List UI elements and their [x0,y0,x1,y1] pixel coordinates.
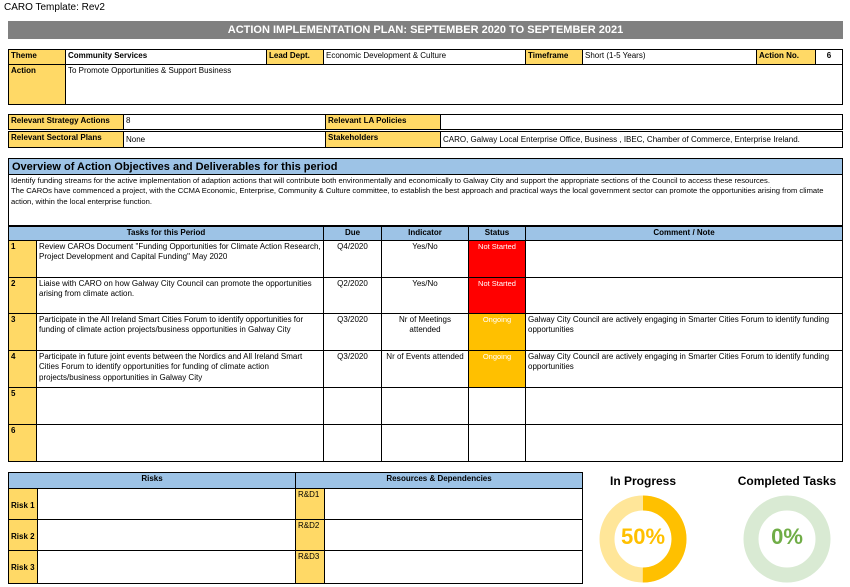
row-number: 3 [8,313,37,351]
row-number: 1 [8,240,37,278]
resource-value [324,488,583,520]
risk-label: Risk 1 [8,488,38,520]
risk-label: Risk 3 [8,550,38,584]
task-text: Liaise with CARO on how Galway City Council can promote the opportunities arising from climate action. [36,277,324,314]
comment-value [525,424,843,462]
status-badge [468,424,526,462]
overview-paragraph-2: The CAROs have commenced a project, with the CCMA Economic, Enterprise, Community & Culture committee, to establish the best approach and practical ways the local government sector can promote the opportunities arising from climate action, within the local enterprise function. [11,186,824,206]
theme-value: Community Services [65,49,267,65]
in-progress-title: In Progress [609,474,677,488]
indicator-header: Indicator [381,226,469,241]
overview-text [8,174,843,226]
completed-percent: 0% [771,524,803,549]
due-value: Q3/2020 [323,350,382,388]
row-number: 2 [8,277,37,314]
action-value: To Promote Opportunities & Support Business [65,64,843,105]
comment-value [525,387,843,425]
status-badge: Ongoing [468,350,526,388]
due-value: Q3/2020 [323,313,382,351]
stakeholders-value: CARO, Galway Local Enterprise Office, Business , IBEC, Chamber of Commerce, Enterprise Ireland. [440,131,843,148]
action-no-label: Action No. [756,49,816,65]
la-policies-value [440,114,843,130]
la-policies-label: Relevant LA Policies [325,114,441,130]
timeframe-value: Short (1-5 Years) [582,49,757,65]
comment-value: Galway City Council are actively engaging in Smarter Cities Forum to identify funding opportunities [525,313,843,351]
comment-value [525,277,843,314]
due-value: Q2/2020 [323,277,382,314]
row-number: 4 [8,350,37,388]
row-number: 6 [8,424,37,462]
indicator-value: Yes/No [381,277,469,314]
risk-value [37,550,296,584]
indicator-value: Nr of Events attended [381,350,469,388]
completed-title: Completed Tasks [737,474,837,488]
risk-value [37,519,296,551]
resources-header: Resources & Dependencies [295,472,583,489]
resource-value [324,519,583,551]
due-value: Q4/2020 [323,240,382,278]
due-header: Due [323,226,382,241]
status-badge: Ongoing [468,313,526,351]
strategy-actions-value: 8 [123,114,326,130]
indicator-value: Yes/No [381,240,469,278]
resource-label: R&D1 [295,488,325,520]
template-label: CARO Template: Rev2 [4,2,105,13]
lead-dept-value: Economic Development & Culture [323,49,526,65]
task-text: Review CAROs Document "Funding Opportunities for Climate Action Research, Project Development and Capital Funding" May 2020 [36,240,324,278]
status-badge [468,387,526,425]
task-text: Participate in the All Ireland Smart Cities Forum to identify opportunities for funding of climate action projects/business opportunities in Galway City [36,313,324,351]
due-value [323,387,382,425]
task-text [36,387,324,425]
timeframe-label: Timeframe [525,49,583,65]
resource-value [324,550,583,584]
indicator-value: Nr of Meetings attended [381,313,469,351]
tasks-header: Tasks for this Period [8,226,324,241]
gauges-panel [588,472,846,586]
resource-label: R&D3 [295,550,325,584]
resource-label: R&D2 [295,519,325,551]
risks-header: Risks [8,472,296,489]
comment-header: Comment / Note [525,226,843,241]
action-no-value: 6 [815,49,843,65]
status-header: Status [468,226,526,241]
comment-value: Galway City Council are actively engaging in Smarter Cities Forum to identify funding opportunities [525,350,843,388]
task-text: Participate in future joint events between the Nordics and All Ireland Smart Cities Forum to identify opportunities for funding of climate action projects/business opportunities in Galway City [36,350,324,388]
status-badge: Not Started [468,240,526,278]
action-label: Action [8,64,66,105]
sectoral-plans-value: None [123,131,326,148]
due-value [323,424,382,462]
page-title: ACTION IMPLEMENTATION PLAN: SEPTEMBER 2020 TO SEPTEMBER 2021 [8,21,843,39]
lead-dept-label: Lead Dept. [266,49,324,65]
indicator-value [381,424,469,462]
risk-value [37,488,296,520]
overview-paragraph-1: Identify funding streams for the active implementation of adaption actions that will contribute both environmentally and economically to Galway City and support the appropriate sections of the Council to access these resources. [11,176,770,185]
status-badge: Not Started [468,277,526,314]
risk-label: Risk 2 [8,519,38,551]
in-progress-percent: 50% [620,524,666,549]
stakeholders-label: Stakeholders [325,131,441,148]
indicator-value [381,387,469,425]
strategy-actions-label: Relevant Strategy Actions [8,114,124,130]
comment-value [525,240,843,278]
theme-label: Theme [8,49,66,65]
row-number: 5 [8,387,37,425]
task-text [36,424,324,462]
overview-title: Overview of Action Objectives and Deliverables for this period [8,158,843,175]
sectoral-plans-label: Relevant Sectoral Plans [8,131,124,148]
